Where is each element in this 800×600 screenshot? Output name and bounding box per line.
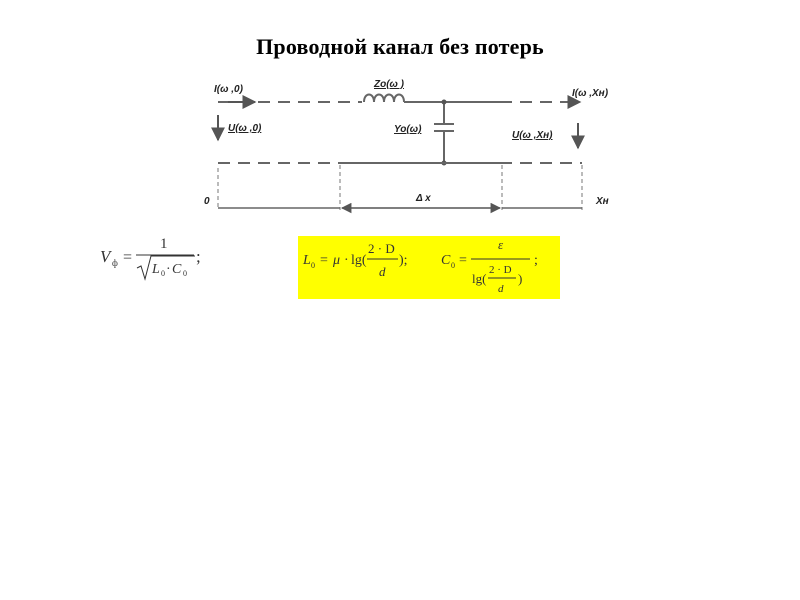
- velocity-eq: =: [123, 249, 133, 266]
- velocity-den-l: L: [152, 262, 160, 277]
- inductance-lhs-sub: 0: [311, 261, 315, 270]
- velocity-semicolon: ;: [196, 247, 201, 266]
- inductance-eq: =: [320, 253, 328, 268]
- velocity-den-sub2: 0: [183, 269, 187, 278]
- velocity-den-c: C: [172, 262, 182, 277]
- velocity-den-dot: ·: [166, 262, 171, 277]
- capacitance-eq: =: [459, 253, 467, 268]
- capacitance-frac-den: d: [498, 283, 504, 295]
- velocity-den-sub1: 0: [161, 269, 165, 278]
- label-current-end: I(ω ,Xн): [572, 88, 609, 99]
- parameters-formula-box: [298, 236, 560, 299]
- label-axis-end: Xн: [596, 196, 609, 207]
- inductance-frac-num: 2 · D: [368, 241, 395, 256]
- inductance-frac-den: d: [379, 264, 386, 279]
- label-admittance: Yo(ω): [394, 124, 422, 135]
- label-delta-x: Δ x: [416, 193, 431, 204]
- label-voltage-start: U(ω ,0): [228, 123, 262, 134]
- capacitance-frac-num: 2 · D: [489, 264, 512, 276]
- inductance-dot: ·: [344, 253, 349, 268]
- label-current-start: I(ω ,0): [214, 84, 243, 95]
- inductor-icon: [364, 95, 404, 103]
- junction-top: [442, 100, 447, 105]
- capacitance-numerator: ε: [498, 237, 504, 252]
- capacitance-lg: lg(: [472, 271, 487, 286]
- inductance-lhs: L: [303, 253, 311, 268]
- label-axis-origin: 0: [204, 196, 210, 207]
- label-voltage-end: U(ω ,Xн): [512, 130, 553, 141]
- label-impedance: Zo(ω ): [374, 79, 404, 90]
- velocity-lhs-sub: ф: [112, 258, 118, 268]
- inductance-lg: lg(: [351, 253, 367, 268]
- inductance-close: );: [399, 253, 408, 268]
- slide-title: Проводной канал без потерь: [256, 34, 544, 59]
- velocity-numerator: 1: [160, 236, 168, 252]
- inductance-mu: μ: [333, 253, 341, 268]
- capacitance-lhs: C: [441, 253, 451, 268]
- capacitance-lhs-sub: 0: [451, 261, 455, 270]
- capacitance-semicolon: ;: [534, 253, 538, 268]
- velocity-lhs: V: [100, 247, 111, 266]
- velocity-formula: [100, 236, 201, 279]
- capacitance-close: ): [518, 271, 523, 286]
